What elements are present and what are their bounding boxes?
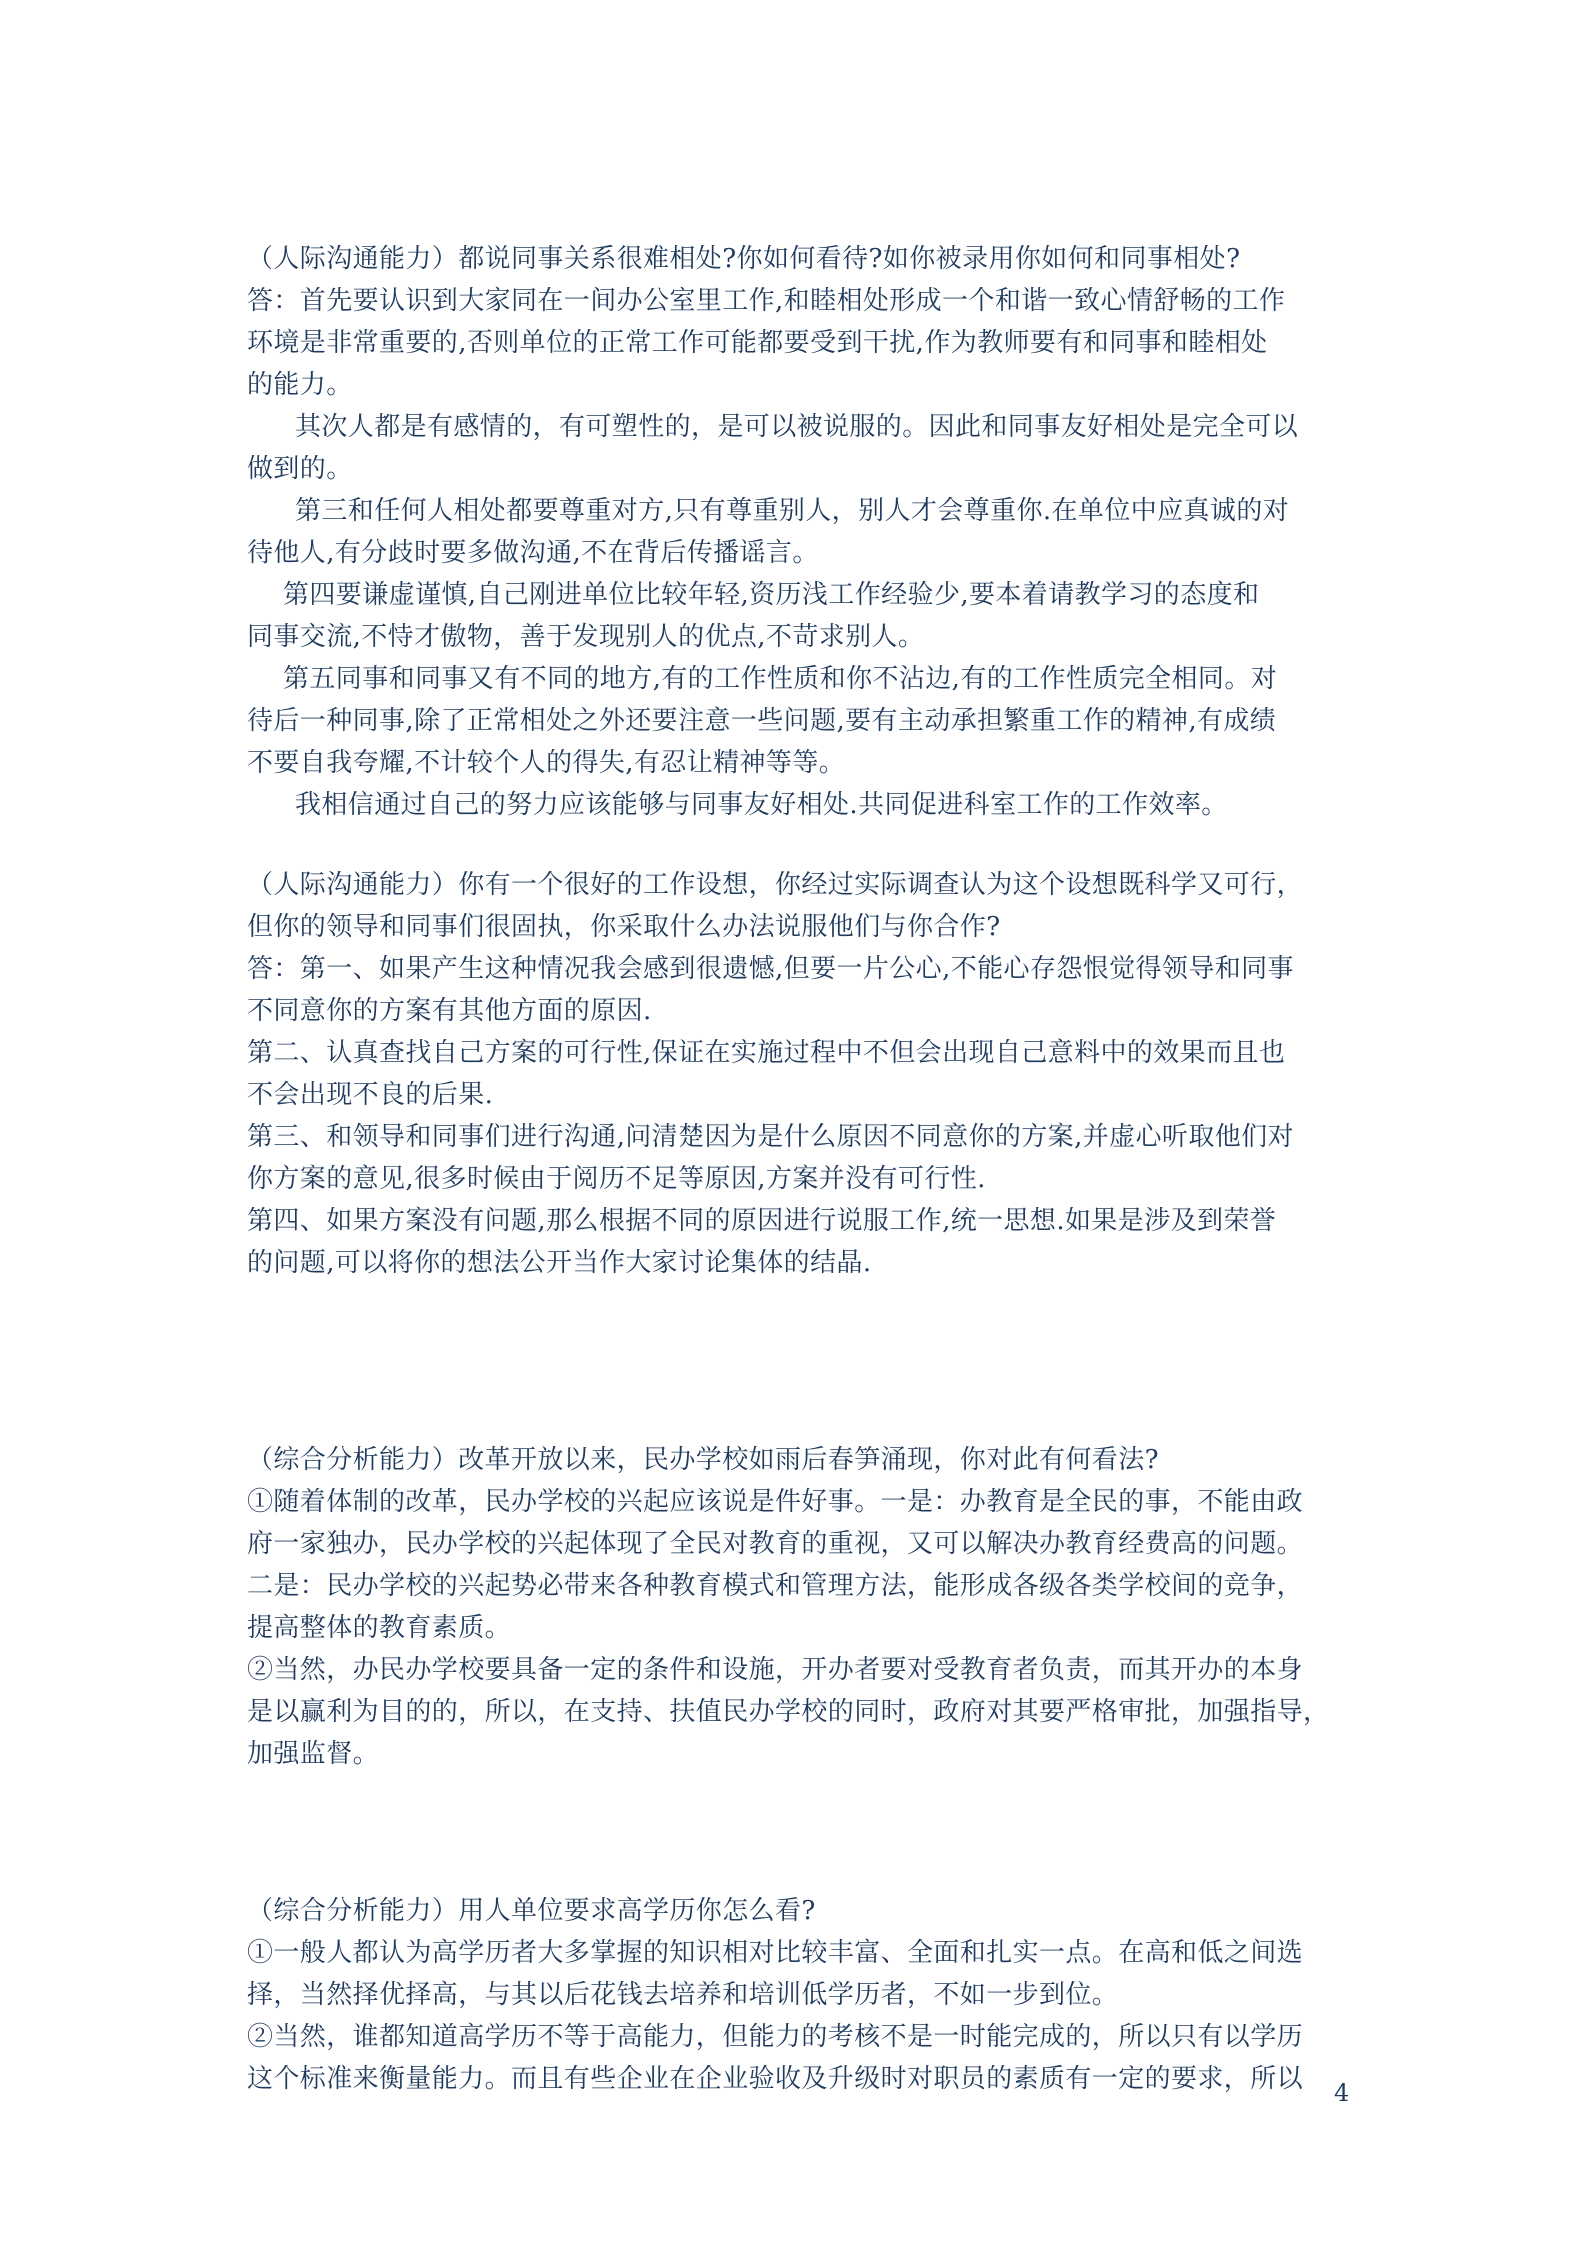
question-heading: （人际沟通能力）都说同事关系很难相处?你如何看待?如你被录用你如何和同事相处? [247, 244, 1241, 274]
qa-section-high-education [247, 1890, 1357, 2100]
answer-line: 这个标准来衡量能力。而且有些企业在企业验收及升级时对职员的素质有一定的要求，所以 [247, 2064, 1304, 2094]
answer-line: ①随着体制的改革，民办学校的兴起应该说是件好事。一是：办教育是全民的事，不能由政 [247, 1487, 1304, 1517]
answer-line: ②当然，谁都知道高学历不等于高能力，但能力的考核不是一时能完成的，所以只有以学历 [247, 2022, 1304, 2052]
answer-line: 提高整体的教育素质。 [247, 1613, 512, 1643]
answer-line: 其次人都是有感情的，有可塑性的，是可以被说服的。因此和同事友好相处是完全可以 [295, 412, 1299, 442]
qa-section-persuading-colleagues [247, 864, 1357, 1284]
answer-line: 不会出现不良的后果. [247, 1080, 494, 1110]
answer-line: 不要自我夸耀,不计较个人的得失,有忍让精神等等。 [247, 748, 846, 778]
answer-line: 环境是非常重要的,否则单位的正常工作可能都要受到干扰,作为教师要有和同事和睦相处 [247, 328, 1268, 358]
answer-line: 第三和任何人相处都要尊重对方,只有尊重别人，别人才会尊重你.在单位中应真诚的对 [295, 496, 1290, 526]
answer-line: 第四要谦虚谨慎,自己刚进单位比较年轻,资历浅工作经验少,要本着请教学习的态度和 [283, 580, 1260, 610]
answer-line: 待后一种同事,除了正常相处之外还要注意一些问题,要有主动承担繁重工作的精神,有成绩 [247, 706, 1277, 736]
answer-line: 加强监督。 [247, 1739, 380, 1769]
answer-line: 待他人,有分歧时要多做沟通,不在背后传播谣言。 [247, 538, 819, 568]
qa-section-colleague-relations [247, 238, 1357, 826]
answer-line: ①一般人都认为高学历者大多掌握的知识相对比较丰富、全面和扎实一点。在高和低之间选 [247, 1938, 1304, 1968]
question-heading: （综合分析能力）改革开放以来，民办学校如雨后春笋涌现，你对此有何看法? [247, 1445, 1159, 1475]
answer-line: 做到的。 [247, 454, 353, 484]
answer-line: 我相信通过自己的努力应该能够与同事友好相处.共同促进科室工作的工作效率。 [295, 790, 1228, 820]
answer-line: 第四、如果方案没有问题,那么根据不同的原因进行说服工作,统一思想.如果是涉及到荣誉 [247, 1206, 1277, 1236]
answer-line: 答：第一、如果产生这种情况我会感到很遗憾,但要一片公心,不能心存怨恨觉得领导和同事 [247, 954, 1294, 984]
answer-line: 第二、认真查找自己方案的可行性,保证在实施过程中不但会出现自己意料中的效果而且也 [247, 1038, 1286, 1068]
section-spacer [247, 826, 1357, 864]
question-heading: （综合分析能力）用人单位要求高学历你怎么看? [247, 1896, 816, 1926]
answer-line: 府一家独办，民办学校的兴起体现了全民对教育的重视，又可以解决办教育经费高的问题。 [247, 1529, 1304, 1559]
answer-line: 的问题,可以将你的想法公开当作大家讨论集体的结晶. [247, 1248, 872, 1278]
section-spacer [247, 1775, 1357, 1890]
answer-line: ②当然，办民办学校要具备一定的条件和设施，开办者要对受教育者负责，而其开办的本身 [247, 1655, 1304, 1685]
answer-line: 二是：民办学校的兴起势必带来各种教育模式和管理方法，能形成各级各类学校间的竞争， [247, 1571, 1304, 1601]
answer-line: 不同意你的方案有其他方面的原因. [247, 996, 652, 1026]
answer-line: 你方案的意见,很多时候由于阅历不足等原因,方案并没有可行性. [247, 1164, 986, 1194]
answer-line: 同事交流,不恃才傲物，善于发现别人的优点,不苛求别人。 [247, 622, 925, 652]
answer-line: 是以赢利为目的的，所以，在支持、扶值民办学校的同时，政府对其要严格审批，加强指导， [247, 1697, 1330, 1727]
answer-line: 择，当然择优择高，与其以后花钱去培养和培训低学历者，不如一步到位。 [247, 1980, 1119, 2010]
page-number: 4 [1334, 2079, 1350, 2107]
document-body [247, 238, 1357, 2100]
answer-line: 第三、和领导和同事们进行沟通,问清楚因为是什么原因不同意你的方案,并虚心听取他们对 [247, 1122, 1294, 1152]
answer-line: 第五同事和同事又有不同的地方,有的工作性质和你不沾边,有的工作性质完全相同。对 [283, 664, 1278, 694]
question-heading: 但你的领导和同事们很固执，你采取什么办法说服他们与你合作? [247, 912, 1001, 942]
answer-line: 的能力。 [247, 370, 353, 400]
answer-line: 答：首先要认识到大家同在一间办公室里工作,和睦相处形成一个和谐一致心情舒畅的工作 [247, 286, 1286, 316]
question-heading: （人际沟通能力）你有一个很好的工作设想，你经过实际调查认为这个设想既科学又可行， [247, 870, 1304, 900]
qa-section-private-schools [247, 1439, 1357, 1775]
section-spacer [247, 1284, 1357, 1439]
